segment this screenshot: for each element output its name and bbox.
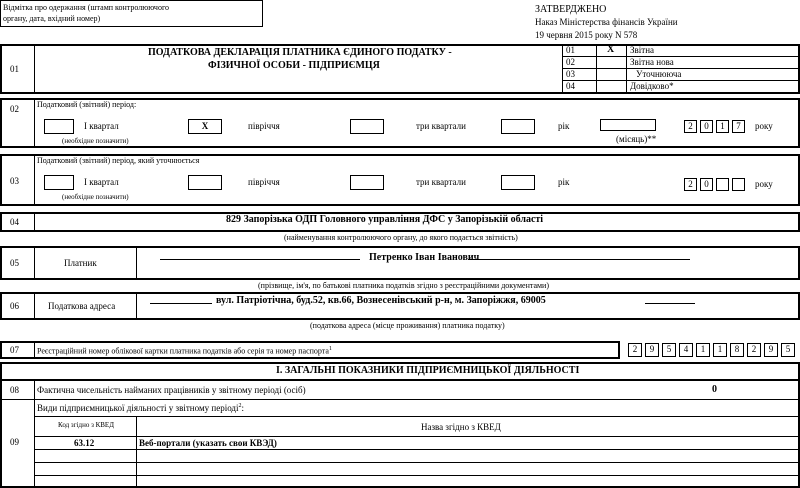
tax-authority-caption: (найменування контролюючого органу, до якого подається звітність) [284,233,518,242]
payer-label: Платник [64,258,97,268]
tax-id-digit[interactable]: 8 [730,343,744,357]
year-digit[interactable]: 2 [684,178,697,191]
approval-order: Наказ Міністерства фінансів України [535,17,678,27]
q1-checkbox[interactable] [44,175,74,190]
employees-value[interactable]: 0 [712,384,717,395]
year-word: року [755,179,773,189]
year-digit[interactable]: 1 [716,120,729,133]
half-year-label: півріччя [248,121,280,131]
year-checkbox[interactable] [501,119,535,134]
tax-id-digit[interactable]: 2 [628,343,642,357]
nine-months-label: три квартали [416,121,466,131]
amended-period-label: Податковий (звітний) період, який уточнюється [37,156,200,165]
nine-months-checkbox[interactable] [350,175,384,190]
row-06-number: 06 [10,301,19,311]
type-code: 03 [566,69,575,79]
tax-id-digit[interactable]: 9 [764,343,778,357]
tax-id-digit[interactable]: 2 [747,343,761,357]
type-mark[interactable]: X [607,44,615,55]
period-label: Податковий (звітний) період: [37,100,137,109]
activities-label: Види підприємницької діяльності у звітному періоді$^2$: [37,403,245,413]
half-year-checkbox[interactable] [188,119,222,134]
year-digit[interactable] [716,178,729,191]
nine-months-checkbox[interactable] [350,119,384,134]
type-code: 02 [566,57,575,67]
q1-label: I квартал [84,121,119,131]
needed-hint: (необхідне позначити) [62,137,129,145]
year-digit[interactable]: 7 [732,120,745,133]
year-word: року [755,121,773,131]
type-code: 04 [566,81,575,91]
tax-id-digit[interactable]: 5 [662,343,676,357]
type-label: Довідково* [630,81,674,91]
approval-date: 19 червня 2015 року N 578 [535,30,638,40]
q1-checkbox[interactable] [44,119,74,134]
tax-id-label-text: Реєстраційний номер облікової картки платника податків або серія та номер паспорта [37,346,329,356]
type-label: Уточнююча [636,69,682,79]
year-digit[interactable]: 2 [684,120,697,133]
activities-label-text: Види підприємницької діяльності у звітному періоді [37,403,239,413]
tax-id-digit[interactable]: 1 [696,343,710,357]
row-05-number: 05 [10,258,19,268]
kved-name-value[interactable]: Веб-портали (указать свои КВЭД) [139,438,277,448]
kved-name-header: Назва згідно з КВЕД [421,422,501,432]
year-digit[interactable] [732,178,745,191]
month-input[interactable] [600,119,656,131]
employees-label: Фактична чисельність найманих працівників у звітному періоді (осіб) [37,385,306,395]
type-label: Звітна нова [630,57,674,67]
q1-label: I квартал [84,177,119,187]
receipt-stamp-text: Відмітка про одержання (штамп контролюючого органу, дата, вхідний номер) [3,3,170,23]
activities-footnote: 2 [238,403,242,409]
row-04-number: 04 [10,217,19,227]
row-07-number: 07 [10,345,19,355]
payer-name-value[interactable]: Петренко Іван Іванович [369,252,480,263]
tax-id-label [37,346,332,356]
type-code: 01 [566,45,575,55]
year-label: рік [558,121,570,131]
address-label: Податкова адреса [48,301,116,311]
half-year-label: півріччя [248,177,280,187]
half-year-checkbox[interactable] [188,175,222,190]
kved-code-header: Код згідно з КВЕД [58,421,114,429]
tax-id-digit[interactable]: 9 [645,343,659,357]
approval-title: ЗАТВЕРДЖЕНО [535,4,607,15]
declaration-title-line2: ФІЗИЧНОЇ ОСОБИ - ПІДПРИЄМЦЯ [208,60,380,71]
section-1-title: I. ЗАГАЛЬНІ ПОКАЗНИКИ ПІДПРИЄМНИЦЬКОЇ ДІЯЛЬНОСТІ [276,365,580,376]
tax-id-footnote: 1 [328,346,332,352]
row-08-number: 08 [10,385,19,395]
address-caption: (податкова адреса (місце проживання) платника податку) [310,321,505,330]
needed-hint: (необхідне позначити) [62,193,129,201]
year-checkbox[interactable] [501,175,535,190]
row-01-number: 01 [10,64,19,74]
half-year-mark: X [201,121,209,131]
address-value[interactable]: вул. Патріотічна, буд.52, кв.66, Вознесенівський р-н, м. Запоріжжя, 69005 [216,295,546,306]
tax-authority-value[interactable]: 829 Запорізька ОДП Головного управління ДФС у Запорізькій області [226,214,544,225]
row-09-number: 09 [10,437,19,447]
month-hint: (місяць)** [616,134,657,144]
row-02-number: 02 [10,104,19,114]
declaration-title-line1: ПОДАТКОВА ДЕКЛАРАЦІЯ ПЛАТНИКА ЄДИНОГО ПОДАТКУ - [148,47,452,58]
tax-id-digit[interactable]: 1 [713,343,727,357]
nine-months-label: три квартали [416,177,466,187]
payer-caption: (прізвище, ім'я, по батькові платника податків згідно з реєстраційними документами) [258,281,549,290]
kved-code-value[interactable]: 63.12 [74,438,95,448]
tax-id-digit[interactable]: 5 [781,343,795,357]
type-label: Звітна [630,45,655,55]
tax-id-digit[interactable]: 4 [679,343,693,357]
year-digit[interactable]: 0 [700,178,713,191]
year-digit[interactable]: 0 [700,120,713,133]
year-label: рік [558,177,570,187]
receipt-stamp-box [0,0,263,27]
row-03-number: 03 [10,176,19,186]
